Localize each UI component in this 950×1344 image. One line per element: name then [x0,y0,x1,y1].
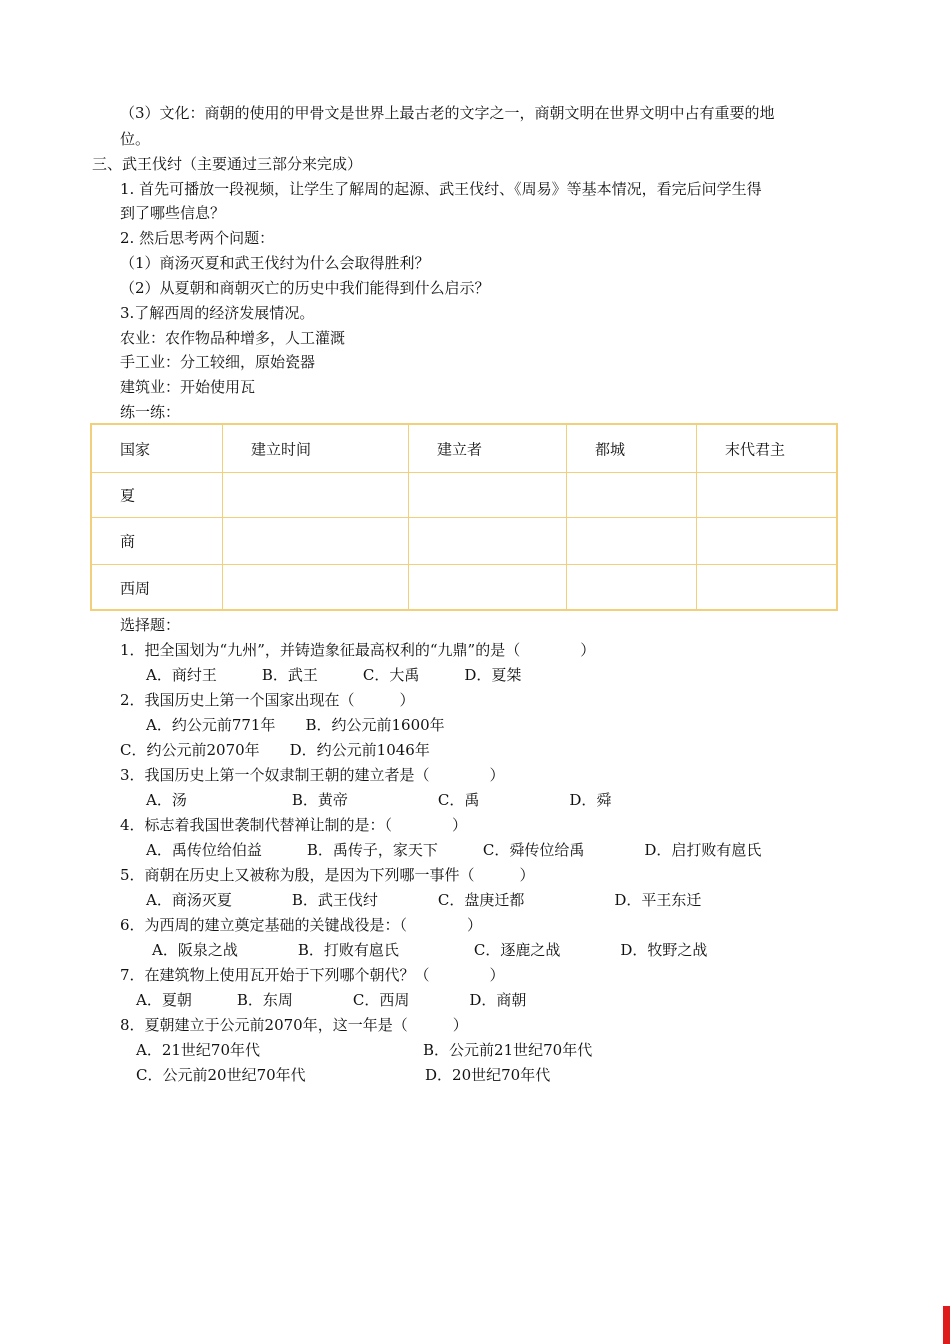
quiz-question: 8．夏朝建立于公元前2070年，这一年是（ ） [120,1016,468,1034]
quiz-options: D．20世纪70年代 [425,1066,551,1084]
table-header-cell: 建立者 [408,425,566,472]
paragraph-3: 3.了解西周的经济发展情况。 [120,304,315,322]
table-header-cell: 都城 [566,425,696,472]
quiz-options: C．公元前20世纪70年代 [136,1066,306,1084]
table-cell: 商 [120,532,136,551]
table-row [92,517,836,564]
quiz-options: A．商汤灭夏 B．武王伐纣 C．盘庚迁都 D．平王东迁 [146,891,702,909]
table-cell[interactable] [696,473,838,517]
quiz-options: A．约公元前771年 B．约公元前1600年 [146,716,445,734]
quiz-title: 选择题： [120,616,181,634]
quiz-options: B．公元前21世纪70年代 [423,1041,593,1059]
quiz-options: A．汤 B．黄帝 C．禹 D．舜 [146,791,612,809]
table-cell: 夏 [120,486,136,505]
quiz-question: 6．为西周的建立奠定基础的关键战役是：（ ） [120,916,483,934]
table-cell[interactable] [696,565,838,611]
paragraph-1-line2: 到了哪些信息？ [120,204,226,222]
paragraph-2: 2. 然后思考两个问题： [120,229,275,247]
table-cell[interactable] [222,565,408,611]
quiz-options: A．21世纪70年代 [136,1041,261,1059]
quiz-options: A．禹传位给伯益 B．禹传子，家天下 C．舜传位给禹 D．启打败有扈氏 [146,841,762,859]
paragraph-culture-line1: （3）文化：商朝的使用的甲骨文是世界上最古老的文字之一，商朝文明在世界文明中占有重要的地 [120,104,775,122]
table-header-row [92,425,836,472]
quiz-options: A．夏朝 B．东周 C．西周 D．商朝 [136,991,527,1009]
paragraph-culture-line2: 位。 [120,130,151,148]
table-cell[interactable] [408,473,566,517]
table-cell[interactable] [566,473,696,517]
question-2: （2）从夏朝和商朝灭亡的历史中我们能得到什么启示？ [120,279,490,297]
table-header-cell: 末代君主 [696,425,838,472]
table-row [92,472,836,517]
table-cell[interactable] [566,518,696,564]
table-cell[interactable] [566,565,696,611]
handicraft-line: 手工业：分工较细，原始瓷器 [120,353,316,371]
quiz-question: 1．把全国划为“九州”，并铸造象征最高权利的“九鼎”的是（ ） [120,641,596,659]
table-cell[interactable] [408,518,566,564]
quiz-options: A．阪泉之战 B．打败有扈氏 C．逐鹿之战 D．牧野之战 [152,941,708,959]
quiz-options: C．约公元前2070年 D．约公元前1046年 [120,741,430,759]
table-cell[interactable] [222,518,408,564]
dynasty-table [90,423,838,611]
table-cell[interactable] [408,565,566,611]
practice-label: 练一练： [120,403,181,421]
table-header-cell: 国家 [120,440,151,458]
table-cell[interactable] [696,518,838,564]
quiz-question: 7．在建筑物上使用瓦开始于下列哪个朝代？（ ） [120,966,505,984]
paragraph-1-line1: 1. 首先可播放一段视频，让学生了解周的起源、武王伐纣、《周易》等基本情况，看完后问学生得 [120,180,762,198]
page-edge-marker [943,1306,950,1344]
table-cell[interactable] [222,473,408,517]
table-header-cell: 建立时间 [222,425,408,472]
table-cell: 西周 [120,579,151,598]
building-line: 建筑业：开始使用瓦 [120,378,256,396]
question-1: （1）商汤灭夏和武王伐纣为什么会取得胜利？ [120,254,430,272]
table-row [92,564,836,611]
quiz-question: 2．我国历史上第一个国家出现在（ ） [120,691,415,709]
quiz-question: 3．我国历史上第一个奴隶制王朝的建立者是（ ） [120,766,505,784]
quiz-question: 4．标志着我国世袭制代替禅让制的是：（ ） [120,816,468,834]
section-title: 三、武王伐纣（主要通过三部分来完成） [92,155,363,173]
agriculture-line: 农业：农作物品种增多，人工灌溉 [120,329,346,347]
quiz-question: 5．商朝在历史上又被称为殷，是因为下列哪一事件（ ） [120,866,535,884]
quiz-options: A．商纣王 B．武王 C．大禹 D．夏桀 [146,666,522,684]
